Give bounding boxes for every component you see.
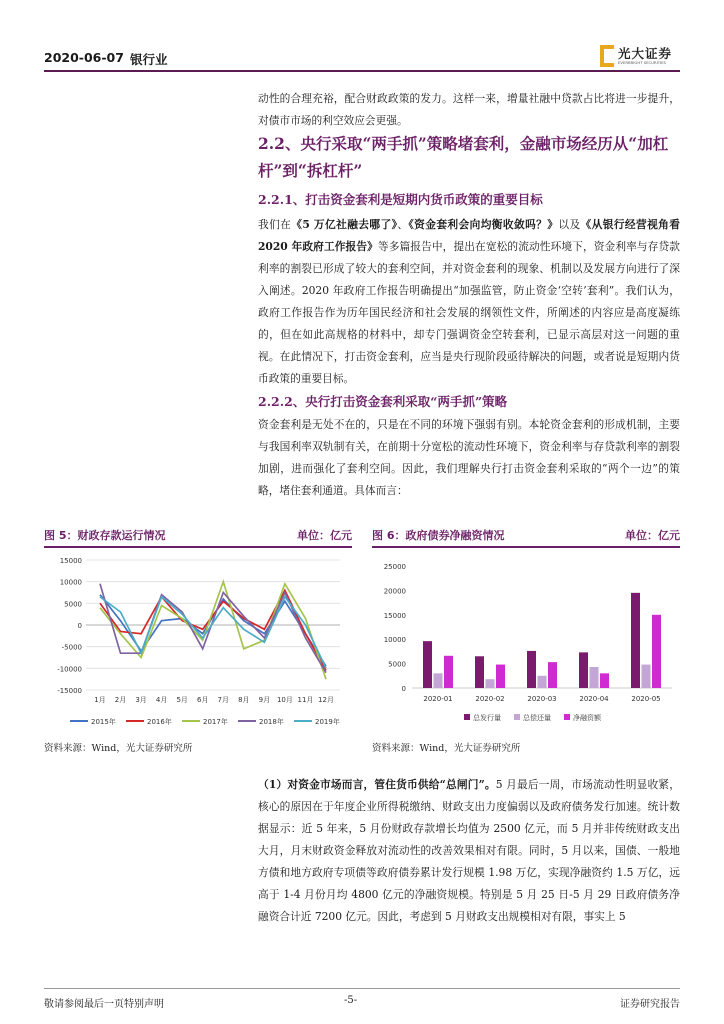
y-tick-label: 15000 — [59, 557, 82, 565]
y-tick-label: 10000 — [59, 578, 82, 587]
text-run: 、 — [397, 218, 409, 231]
y-tick-label: -5000 — [61, 643, 82, 652]
bar — [496, 665, 505, 688]
bar — [538, 676, 547, 688]
legend-label: 2017年 — [203, 718, 228, 726]
report-sector: 银行业 — [130, 52, 168, 67]
fig5-title: 图 5：财政存款运行情况 — [44, 529, 166, 542]
x-tick-label: 2020-03 — [527, 695, 557, 703]
bar — [590, 667, 599, 688]
x-tick-label: 6月 — [196, 696, 209, 704]
series-line — [100, 582, 326, 680]
y-tick-label: 0 — [77, 622, 82, 630]
x-tick-label: 9月 — [258, 696, 271, 704]
legend-label: 2016年 — [147, 718, 172, 726]
x-tick-label: 1月 — [94, 696, 106, 704]
legend-label: 总偿还量 — [523, 714, 551, 722]
x-tick-label: 2020-01 — [423, 695, 453, 703]
fig6-rule — [372, 546, 680, 548]
page-number: -5- — [344, 995, 358, 1006]
y-tick-label: 5000 — [388, 660, 406, 669]
money-market-lead: （1）对资金市场而言，管住货币供给“总闸门”。 — [258, 778, 496, 791]
fig5-line-chart — [44, 550, 352, 735]
footer-report-type: 证券研究报告 — [620, 999, 680, 1010]
x-tick-label: 2月 — [114, 696, 127, 704]
bar — [600, 673, 609, 688]
x-tick-label: 2020-04 — [579, 695, 609, 703]
y-tick-label: 10000 — [383, 636, 406, 645]
y-tick-label: 0 — [401, 685, 406, 693]
fig6-unit: 单位：亿元 — [625, 529, 680, 542]
intro-block — [258, 88, 680, 132]
logo-subtitle: EVERBRIGHT SECURITIES — [618, 60, 666, 65]
x-tick-label: 7月 — [217, 696, 230, 704]
x-tick-label: 11月 — [297, 696, 314, 704]
text-run: 以及 — [558, 218, 581, 231]
text-run: 等多篇报告中，提出在宽松的流动性环境下，资金利率与存贷款利率的割裂已形成了较大的套利空间，并对资金套利的现象、机制以及发展方向进行了深入阐述。2020 年政府工作报告明确提出“加强监管，防止资金‘空转’套利”。我们认为，政府工作报告作为历年国民经济和社会发展的纲领性文件，所阐述的内容应是高度凝练的，但在如此高规格的材料中，却专门强调资金空转套利，已显示高层对这一问题的重视。在此情况下，打击资金套利，应当是央行现阶段亟待解决的问题，或者说是短期内货币政策的重要目标。 — [258, 240, 680, 385]
fig5-unit: 单位：亿元 — [297, 529, 352, 542]
fig5-rule — [44, 546, 352, 548]
report-ref-1: 《5 万亿社融去哪了》 — [291, 218, 398, 231]
intro-paragraph: 动性的合理充裕，配合财政政策的发力。这样一来，增量社融中贷款占比将进一步提升，对债市市场的利空效应会更强。 — [258, 92, 680, 127]
section-2-2-1-body — [258, 214, 680, 390]
brand-logo — [600, 42, 680, 70]
legend-swatch — [514, 714, 520, 720]
y-tick-label: 25000 — [383, 563, 406, 571]
money-market-body — [258, 774, 680, 928]
section-heading-2-2: 2.2、央行采取“两手抓”策略堵套利，金融市场经历从“加杠杆”到“拆杠杆” — [258, 134, 669, 180]
section-2-2-1-paragraph — [258, 214, 680, 390]
legend-swatch — [564, 714, 570, 720]
bar — [434, 673, 443, 688]
legend-label: 2019年 — [315, 718, 340, 726]
x-tick-label: 12月 — [318, 696, 334, 704]
bar — [475, 656, 484, 688]
x-tick-label: 2020-05 — [631, 695, 661, 703]
report-ref-3: 《从银行经营视角看 2020 年政府工作报告》 — [258, 218, 680, 253]
bar — [642, 665, 651, 688]
legend-label: 2015年 — [91, 718, 116, 726]
bar — [579, 652, 588, 688]
fig6-title: 图 6：政府债券净融资情况 — [372, 529, 505, 542]
section-2-2-2-paragraph: 资金套利是无处不在的，只是在不同的环境下强弱有别。本轮资金套利的形成机制，主要与我国利率双轨制有关，在前期十分宽松的流动性环境下，资金利率与存贷款利率的割裂加剧，进而强化了套利空间。因此，我们理解央行打击资金套利采取的“两个一边”的策略，堵住套利通道。具体而言： — [258, 418, 680, 497]
logo-icon — [600, 45, 614, 67]
text-run: 我们在 — [258, 218, 292, 231]
page-footer — [44, 988, 680, 1010]
series-line — [100, 590, 326, 670]
bar — [486, 679, 495, 688]
text-run: 5 月最后一周，市场流动性明显收紧，核心的原因在于年度企业所得税缴纳、财政支出力度偏弱以及政府债务发行加速。统计数据显示：近 5 年来，5 月份财政存款增长均值为 2500 亿元，而 5 月并非传统财政支出大月，月末财政资金释放对流动性的改善效果相对有限。同时，5 月以来，国债、一般地方债和地方政府专项债等政府债券累计发行规模 1.98 万亿，实现净融资约 1.5 万亿，远高于 1-4 月份月均 4800 亿元的净融资规模。特别是 5 月 25 日-5 月 29 日政府债务净融资合计近 7200 亿元。因此，考虑到 5 月财政支出规模相对有限，事实上 5 — [258, 778, 680, 923]
fig5-source: 资料来源：Wind，光大证券研究所 — [44, 743, 193, 754]
page-header — [44, 42, 680, 72]
y-tick-label: 15000 — [383, 611, 406, 620]
bar — [423, 641, 432, 688]
fig6-bar-chart — [372, 550, 680, 735]
bar — [652, 615, 661, 688]
money-market-paragraph — [258, 774, 680, 928]
bar — [444, 656, 453, 688]
y-tick-label: 5000 — [64, 600, 82, 609]
report-date: 2020-06-07 — [44, 50, 124, 65]
x-tick-label: 10月 — [276, 696, 293, 704]
y-tick-label: -10000 — [57, 665, 82, 674]
y-tick-label: -15000 — [57, 687, 82, 695]
bar — [548, 662, 557, 688]
y-tick-label: 20000 — [383, 587, 406, 596]
section-heading-2-2-2: 2.2.2、央行打击资金套利采取“两手抓”策略 — [258, 394, 508, 409]
section-heading-2-2-1: 2.2.1、打击资金套利是短期内货币政策的重要目标 — [258, 192, 543, 207]
legend-label: 净融资额 — [573, 714, 601, 722]
x-tick-label: 5月 — [176, 696, 188, 704]
footer-disclaimer: 敬请参阅最后一页特别声明 — [44, 999, 164, 1010]
x-tick-label: 3月 — [135, 696, 147, 704]
x-tick-label: 2020-02 — [475, 695, 505, 703]
x-tick-label: 4月 — [155, 696, 168, 704]
legend-label: 2018年 — [259, 718, 284, 726]
bar — [527, 651, 536, 688]
legend-label: 总发行量 — [473, 714, 501, 722]
fig6-source: 资料来源：Wind，光大证券研究所 — [372, 743, 521, 754]
legend-swatch — [464, 714, 470, 720]
fig5-chart-container — [44, 550, 352, 739]
logo-name: 光大证券 — [618, 46, 673, 61]
section-2-2-2-body — [258, 414, 680, 502]
x-tick-label: 8月 — [238, 696, 250, 704]
fig6-chart-container — [372, 550, 680, 739]
report-ref-2: 《资金套利会向均衡收敛吗？》 — [408, 218, 559, 231]
bar — [631, 593, 640, 688]
